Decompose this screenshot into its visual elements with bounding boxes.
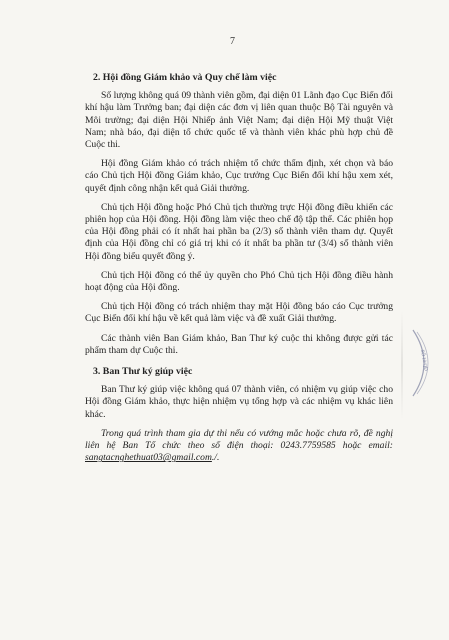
section-2-paragraph-1: Số lượng không quá 09 thành viên gồm, đại diện 01 Lãnh đạo Cục Biến đổi khí hậu làm Trưởng ban; đại diện các đơn vị liên quan thuộc Bộ Tài nguyên và Môi trường; đại diện Hội Nhiếp ảnh Việt Nam; đại diện Hội Mỹ thuật Việt Nam; nhà báo, đại diện tổ chức quốc tế và thành viên khác phù hợp chủ đề Cuộc thi. — [85, 90, 393, 151]
section-2-paragraph-5: Chủ tịch Hội đồng có trách nhiệm thay mặt Hội đồng báo cáo Cục trưởng Cục Biến đổi khí hậu về kết quả làm việc và đề xuất Giải thưởng. — [85, 301, 393, 325]
page-number: 7 — [230, 36, 235, 47]
section-2-heading: 2. Hội đồng Giám khảo và Quy chế làm việc — [93, 72, 277, 83]
section-2-paragraph-4: Chủ tịch Hội đồng có thể ủy quyền cho Phó Chủ tịch Hội đồng điều hành hoạt động của Hội đồng. — [85, 269, 393, 294]
seal-stamp-icon — [411, 328, 441, 398]
section-3-heading: 3. Ban Thư ký giúp việc — [93, 366, 193, 378]
page-fold-shadow — [401, 310, 403, 420]
contact-paragraph — [85, 428, 393, 465]
svg-text:SỐ 10/QĐ: SỐ 10/QĐ — [419, 349, 428, 372]
section-2-paragraph-6: Các thành viên Ban Giám khảo, Ban Thư ký cuộc thi không được gửi tác phẩm tham dự Cuộc thi. — [85, 332, 393, 356]
section-2-paragraph-3: Chủ tịch Hội đồng hoặc Phó Chủ tịch thường trực Hội đồng điều khiển các phiên họp của Hội đồng. Hội đồng làm việc theo chế độ tập thể. Các phiên họp của Hội đồng phải có ít nhất hai phần ba (2/3) số thành viên tham dự. Quyết định của Hội đồng chỉ có giá trị khi có ít nhất ba phần tư (3/4) số thành viên Hội đồng biểu quyết đồng ý. — [85, 201, 393, 262]
section-2-paragraph-2: Hội đồng Giám khảo có trách nhiệm tổ chức thẩm định, xét chọn và báo cáo Chủ tịch Hội đồng Giám khảo, Cục trưởng Cục Biến đổi khí hậu xem xét, quyết định công nhận kết quả Giải thưởng. — [85, 158, 393, 194]
contact-email-link[interactable]: sangtacnghethuat03@gmail.com — [85, 452, 212, 464]
contact-text: Trong quá trình tham gia dự thi nếu có vướng mắc hoặc chưa rõ, đề nghị liên hệ Ban Tổ chức theo số điện thoại: 0243.7759585 hoặc email: — [85, 427, 393, 452]
contact-end: ./. — [211, 452, 220, 464]
document-body — [85, 72, 393, 471]
section-3-paragraph: Ban Thư ký giúp việc không quá 07 thành viên, có nhiệm vụ giúp việc cho Hội đồng Giám khảo, thực hiện nhiệm vụ tổng hợp và các nhiệm vụ khác liên khác. — [85, 384, 393, 420]
